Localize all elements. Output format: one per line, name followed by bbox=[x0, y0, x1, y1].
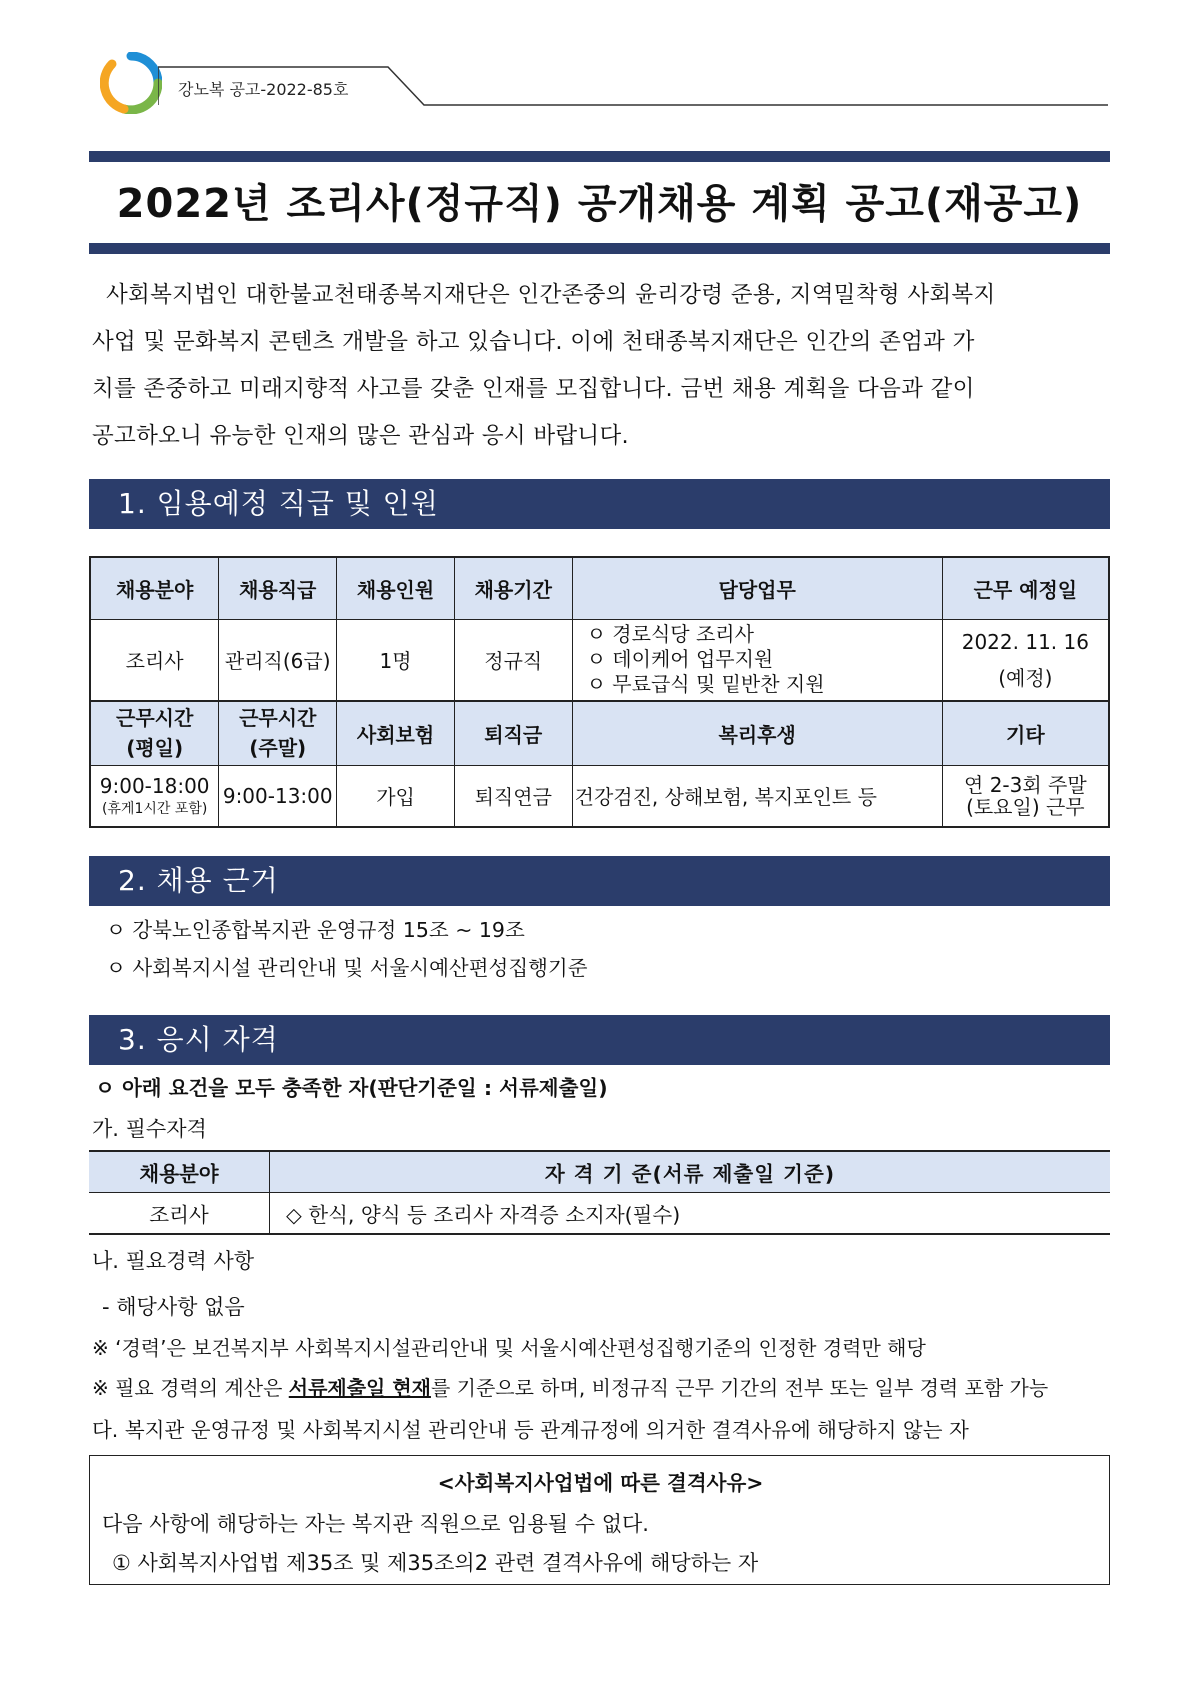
start-date-cell bbox=[942, 619, 1109, 701]
intro-line: 치를 존중하고 미래지향적 사고를 갖춘 인재를 모집합니다. 금번 채용 계획을 다음과 같이 bbox=[92, 376, 975, 402]
header-cell: 채용인원 bbox=[337, 557, 455, 619]
intro-line: 공고하오니 유능한 인재의 많은 관심과 응시 바랍니다. bbox=[92, 423, 629, 449]
header-cell: 근무 예정일 bbox=[942, 557, 1109, 619]
header-cell: 복리후생 bbox=[572, 701, 942, 765]
organization-logo bbox=[100, 52, 162, 114]
header-text: 근무시간 bbox=[239, 706, 317, 731]
start-date-note: (예정) bbox=[998, 665, 1053, 690]
sub-heading-required: 가. 필수자격 bbox=[92, 1117, 207, 1141]
page-title: 2022년 조리사(정규직) 공개채용 계획 공고(재공고) bbox=[116, 181, 1083, 227]
header-cell: 채용직급 bbox=[219, 557, 337, 619]
duties-cell bbox=[572, 619, 942, 701]
note-text: 를 기준으로 하며, 비정규직 근무 기간의 전부 또는 일부 경력 포함 가능 bbox=[430, 1376, 1049, 1400]
duty-item: ㅇ 무료급식 및 밑반찬 지원 bbox=[586, 672, 825, 697]
table-header-row bbox=[90, 557, 1109, 619]
etc-cell bbox=[942, 765, 1109, 827]
intro-paragraph bbox=[92, 272, 1110, 460]
note-experience-definition: ※ ‘경력’은 보건복지부 사회복지시설관리안내 및 서울시예산편성집행기준의 인정한 경력만 해당 bbox=[92, 1336, 926, 1360]
table-row bbox=[90, 765, 1109, 827]
section-2-heading: 2. 채용 근거 bbox=[89, 856, 1110, 906]
table-header-row bbox=[89, 1151, 1110, 1193]
severance-cell: 퇴직연금 bbox=[454, 765, 572, 827]
disqualification-box bbox=[89, 1455, 1110, 1585]
criteria-cell: ◇ 한식, 양식 등 조리사 자격증 소지자(필수) bbox=[286, 1203, 681, 1227]
etc-text: 연 2-3회 주말 bbox=[964, 772, 1087, 797]
basis-item: ㅇ 강북노인종합복지관 운영규정 15조 ~ 19조 bbox=[106, 918, 525, 942]
section-1-heading: 1. 임용예정 직급 및 인원 bbox=[89, 479, 1110, 529]
header-cell: 기타 bbox=[942, 701, 1109, 765]
header-cell: 채용분야 bbox=[89, 1151, 270, 1193]
experience-item: - 해당사항 없음 bbox=[102, 1295, 245, 1319]
sub-heading-experience: 나. 필요경력 사항 bbox=[92, 1249, 255, 1273]
weekday-hours-cell bbox=[90, 765, 219, 827]
header-cell: 퇴직금 bbox=[454, 701, 572, 765]
duty-item: ㅇ 데이케어 업무지원 bbox=[586, 647, 774, 672]
disqualification-title: <사회복지사업법에 따른 결격사유> bbox=[437, 1471, 764, 1495]
header-cell: 사회보험 bbox=[337, 701, 455, 765]
table-row bbox=[90, 619, 1109, 701]
qualification-table bbox=[89, 1150, 1110, 1235]
field-cell: 조리사 bbox=[89, 1193, 270, 1235]
title-bottom-bar bbox=[89, 243, 1110, 254]
section-3-heading: 3. 응시 자격 bbox=[89, 1015, 1110, 1065]
duty-item: ㅇ 경로식당 조리사 bbox=[586, 622, 754, 647]
insurance-cell: 가입 bbox=[337, 765, 455, 827]
header-cell: 담당업무 bbox=[572, 557, 942, 619]
welfare-cell: 건강검진, 상해보험, 복지포인트 등 bbox=[572, 765, 942, 827]
weekday-hours: 9:00-18:00 bbox=[99, 773, 210, 798]
grade-cell: 관리직(6급) bbox=[219, 619, 337, 701]
basis-item: ㅇ 사회복지시설 관리안내 및 서울시예산편성집행기준 bbox=[106, 956, 588, 980]
weekend-hours-cell: 9:00-13:00 bbox=[219, 765, 337, 827]
table-header-row bbox=[90, 701, 1109, 765]
sub-heading-disqualification: 다. 복지관 운영규정 및 사회복지시설 관리안내 등 관계규정에 의거한 결격사유에 해당하지 않는 자 bbox=[92, 1418, 969, 1442]
document-number: 강노복 공고-2022-85호 bbox=[178, 80, 349, 99]
table-row bbox=[89, 1193, 1110, 1235]
requirement-statement: ㅇ 아래 요건을 모두 충족한 자(판단기준일 : 서류제출일) bbox=[95, 1076, 608, 1100]
header-cell: 채용분야 bbox=[90, 557, 219, 619]
header-cell bbox=[90, 701, 219, 765]
etc-text: (토요일) 근무 bbox=[966, 794, 1085, 819]
header-cell bbox=[219, 701, 337, 765]
intro-line: 사업 및 문화복지 콘텐츠 개발을 하고 있습니다. 이에 천태종복지재단은 인간의 존엄과 가 bbox=[92, 329, 975, 355]
note-emphasis: 서류제출일 현재 bbox=[288, 1376, 431, 1400]
disqualification-text: 다음 사항에 해당하는 자는 복지관 직원으로 임용될 수 없다. bbox=[102, 1512, 649, 1536]
period-cell: 정규직 bbox=[454, 619, 572, 701]
start-date: 2022. 11. 16 bbox=[961, 629, 1089, 654]
header-text: 근무시간 bbox=[116, 706, 194, 731]
header-cell: 채용기간 bbox=[454, 557, 572, 619]
count-cell: 1명 bbox=[337, 619, 455, 701]
note-text: ※ 필요 경력의 계산은 bbox=[92, 1376, 289, 1400]
disqualification-item: ① 사회복지사업법 제35조 및 제35조의2 관련 결격사유에 해당하는 자 bbox=[112, 1551, 759, 1575]
header-text: (평일) bbox=[126, 736, 184, 761]
header-cell: 자 격 기 준(서류 제출일 기준) bbox=[270, 1151, 1111, 1193]
weekday-hours-note: (휴게1시간 포함) bbox=[101, 800, 208, 817]
header-text: (주말) bbox=[249, 736, 307, 761]
recruitment-table bbox=[89, 556, 1110, 828]
intro-line: 사회복지법인 대한불교천태종복지재단은 인간존중의 윤리강령 준용, 지역밀착형 사회복지 bbox=[106, 282, 996, 308]
field-cell: 조리사 bbox=[90, 619, 219, 701]
note-experience-calculation bbox=[92, 1372, 1048, 1401]
title-top-bar bbox=[89, 151, 1110, 162]
